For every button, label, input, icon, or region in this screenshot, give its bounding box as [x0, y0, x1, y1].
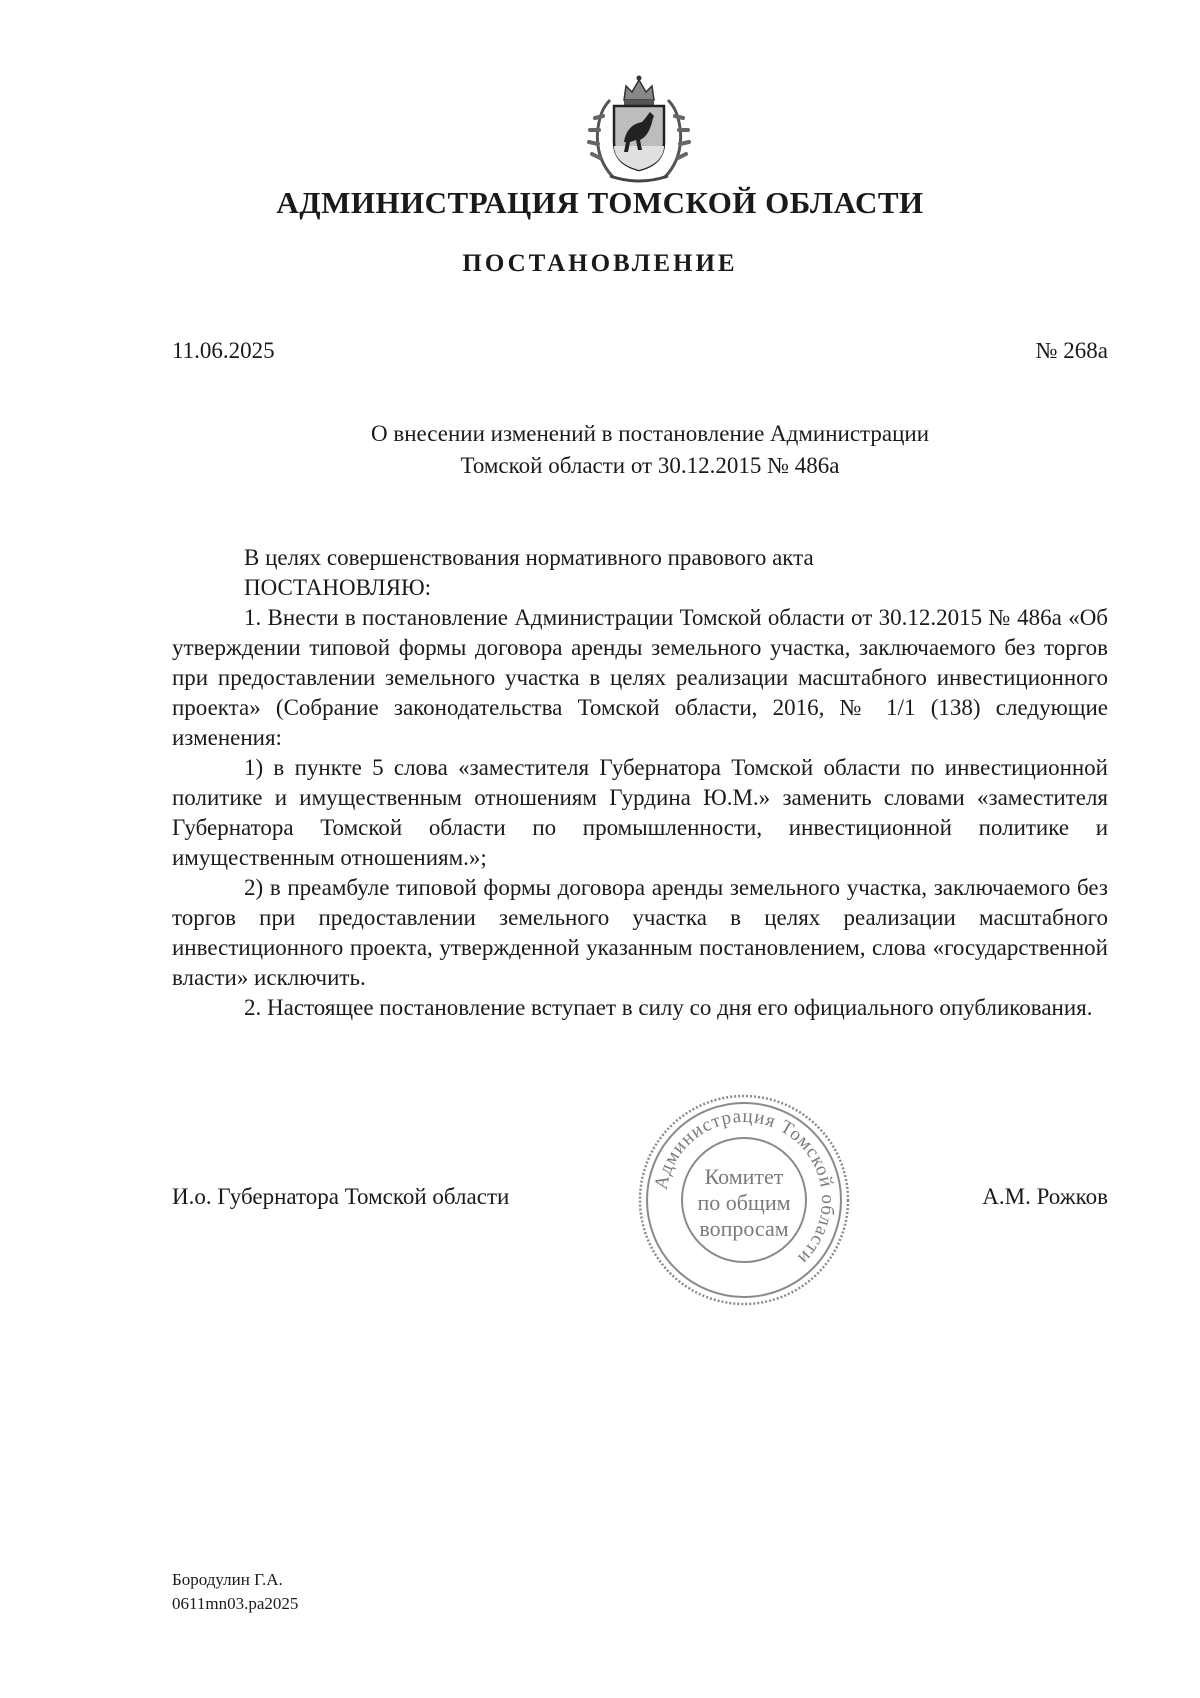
seal-ring-text: Администрация Томской области	[650, 1105, 839, 1269]
executor-info	[172, 1568, 298, 1616]
official-seal	[636, 1092, 852, 1308]
signer-position: И.о. Губернатора Томской области	[172, 1184, 510, 1209]
seal-line-3: вопросам	[699, 1216, 789, 1241]
subject-line-1: О внесении изменений в постановление Администрации	[370, 421, 930, 446]
signer-name: А.М. Рожков	[982, 1184, 1108, 1209]
document-type: ПОСТАНОВЛЕНИЕ	[462, 250, 738, 277]
executor-file-code: 0611mn03.pa2025	[172, 1594, 299, 1613]
document-body	[172, 543, 1108, 1023]
document-date: 11.06.2025	[172, 338, 275, 363]
preamble: В целях совершенствования нормативного правового акта	[244, 545, 814, 570]
item-2: 2. Настоящее постановление вступает в силу со дня его официального опубликования.	[244, 995, 1093, 1020]
executor-name: Бородулин Г.А.	[172, 1570, 283, 1589]
decree-word: ПОСТАНОВЛЯЮ:	[244, 575, 432, 600]
seal-line-1: Комитет	[704, 1164, 784, 1189]
tomsk-coat-of-arms-icon	[584, 70, 694, 186]
document-number: № 268а	[1035, 338, 1108, 363]
document-subject	[250, 418, 1050, 482]
seal-line-2: по общим	[697, 1190, 791, 1215]
item-1-subitem-1: 1) в пункте 5 слова «заместителя Губернатора Томской области по инвестиционной политике и имущественным отношениям Гурдина Ю.М.» заменить словами «заместителя Губернатора Томской области по промышленности, инвестиционной политике и имущественным отношениям.»;	[172, 755, 1108, 870]
item-1: 1. Внести в постановление Администрации Томской области от 30.12.2015 № 486а «Об утверждении типовой формы договора аренды земельного участка, заключаемого без торгов при предоставлении земельного участка в целях реализации масштабного инвестиционного проекта» (Собрание законодательства Томской области, 2016, № 1/1 (138) следующие изменения:	[172, 605, 1108, 750]
subject-line-2: Томской области от 30.12.2015 № 486а	[460, 453, 840, 478]
organization-title: АДМИНИСТРАЦИЯ ТОМСКОЙ ОБЛАСТИ	[276, 185, 924, 220]
item-1-subitem-2: 2) в преамбуле типовой формы договора аренды земельного участка, заключаемого без торгов при предоставлении земельного участка в целях реализации масштабного инвестиционного проекта, утвержденной указанным постановлением, слова «государственной власти» исключить.	[172, 875, 1108, 990]
